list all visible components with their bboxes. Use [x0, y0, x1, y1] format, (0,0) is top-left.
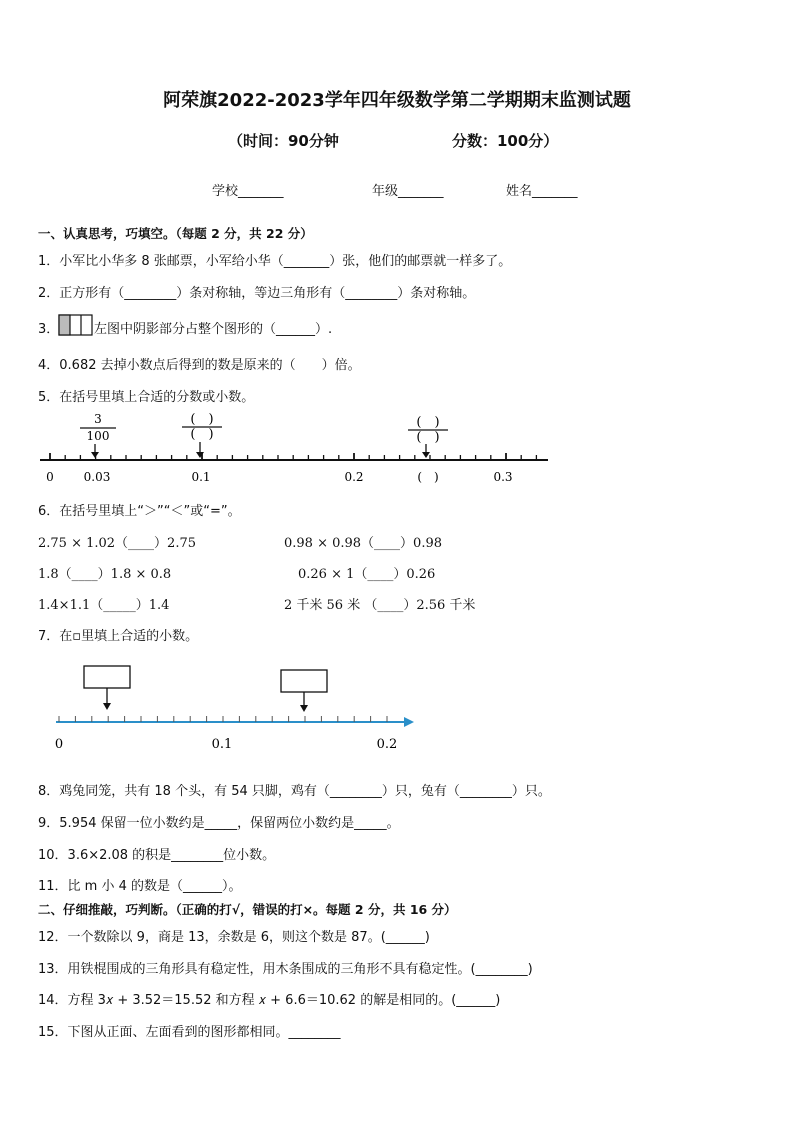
section1-heading: 一、认真思考，巧填空。（每题 2 分，共 22 分） [38, 226, 313, 241]
q7-answer-box-1 [84, 666, 130, 688]
question-13: 13．用铁棍围成的三角形具有稳定性，用木条围成的三角形不具有稳定性。(________) [38, 962, 533, 977]
q7-answer-box-2 [281, 670, 327, 692]
question-11: 11．比 m 小 4 的数是（______）。 [38, 879, 242, 894]
exam-score: 分数：100分） [452, 132, 559, 150]
question-14: 14．方程 3𝑥 + 3.52＝15.52 和方程 𝑥 + 6.6＝10.62 的解是相同的。(______) [38, 993, 501, 1008]
q5-tick-label-0.3: 0.3 [493, 470, 513, 484]
q7-number-line [48, 660, 418, 754]
question-12: 12．一个数除以 9，商是 13，余数是 6，则这个数是 87。(______) [38, 930, 430, 945]
q5-blank2-denominator: ( ) [416, 430, 440, 445]
exam-time: （时间：90分钟 [228, 132, 339, 150]
q5-tick-label-blank: ( ) [417, 470, 439, 484]
question-15: 15．下图从正面、左面看到的图形都相同。________ [38, 1025, 341, 1040]
q5-fraction-denominator: 100 [86, 429, 110, 443]
question-3-number: 3． [38, 322, 60, 337]
q5-fraction-numerator: 3 [94, 412, 102, 426]
section2-heading: 二、仔细推敲，巧判断。（正确的打√，错误的打×。每题 2 分，共 16 分） [38, 902, 457, 917]
q7-label-0.1: 0.1 [211, 737, 233, 752]
q6-row2-right: 0.26 × 1（____）0.26 [298, 567, 436, 582]
question-1: 1．小军比小华多 8 张邮票，小军给小华（_______）张，他们的邮票就一样多了。 [38, 254, 512, 269]
name-field: 姓名_______ [506, 184, 578, 199]
grade-field: 年级_______ [372, 184, 444, 199]
school-field: 学校_______ [212, 184, 284, 199]
q5-markers [91, 442, 430, 458]
question-7: 7．在▫里填上合适的小数。 [38, 629, 199, 644]
q6-row3-right: 2 千米 56 米 （____）2.56 千米 [284, 598, 476, 613]
q7-ticks [59, 716, 387, 722]
q7-label-0: 0 [54, 737, 64, 752]
q5-tick-label-0.03: 0.03 [83, 470, 111, 484]
question-6: 6．在括号里填上“＞”“＜”或“=”。 [38, 504, 241, 519]
q6-row3-left: 1.4×1.1（_____）1.4 [38, 598, 170, 613]
q6-row1-left: 2.75 × 1.02（____）2.75 [38, 536, 196, 551]
q5-tick-label-0.1: 0.1 [191, 470, 211, 484]
q6-row2-left: 1.8（____）1.8 × 0.8 [38, 567, 172, 582]
q5-ticks [50, 453, 536, 460]
q3-shaded-figure [58, 314, 94, 336]
q6-row1-right: 0.98 × 0.98（____）0.98 [284, 536, 442, 551]
q7-axis-arrow [404, 717, 414, 727]
q5-blank2-numerator: ( ) [416, 415, 440, 430]
question-3-text: 左图中阴影部分占整个图形的（______）. [94, 322, 333, 337]
question-2: 2．正方形有（________）条对称轴，等边三角形有（________）条对称轴。 [38, 286, 476, 301]
q7-label-0.2: 0.2 [376, 737, 398, 752]
page-title: 阿荣旗2022-2023学年四年级数学第二学期期末监测试题 [163, 90, 631, 111]
question-9: 9．5.954 保留一位小数约是_____，保留两位小数约是_____。 [38, 816, 400, 831]
q5-tick-label-0.2: 0.2 [344, 470, 364, 484]
q5-blank-numerator: ( ) [190, 412, 214, 427]
q5-blank-denominator: ( ) [190, 427, 214, 442]
q5-tick-label-0: 0 [46, 470, 54, 484]
question-8: 8．鸡兔同笼，共有 18 个头，有 54 只脚，鸡有（________）只，兔有（________）只。 [38, 784, 551, 799]
question-4: 4．0.682 去掉小数点后得到的数是原来的（ ）倍。 [38, 358, 361, 373]
question-10: 10．3.6×2.08 的积是________位小数。 [38, 848, 276, 863]
q5-number-line [36, 410, 556, 488]
question-5: 5．在括号里填上合适的分数或小数。 [38, 390, 255, 405]
